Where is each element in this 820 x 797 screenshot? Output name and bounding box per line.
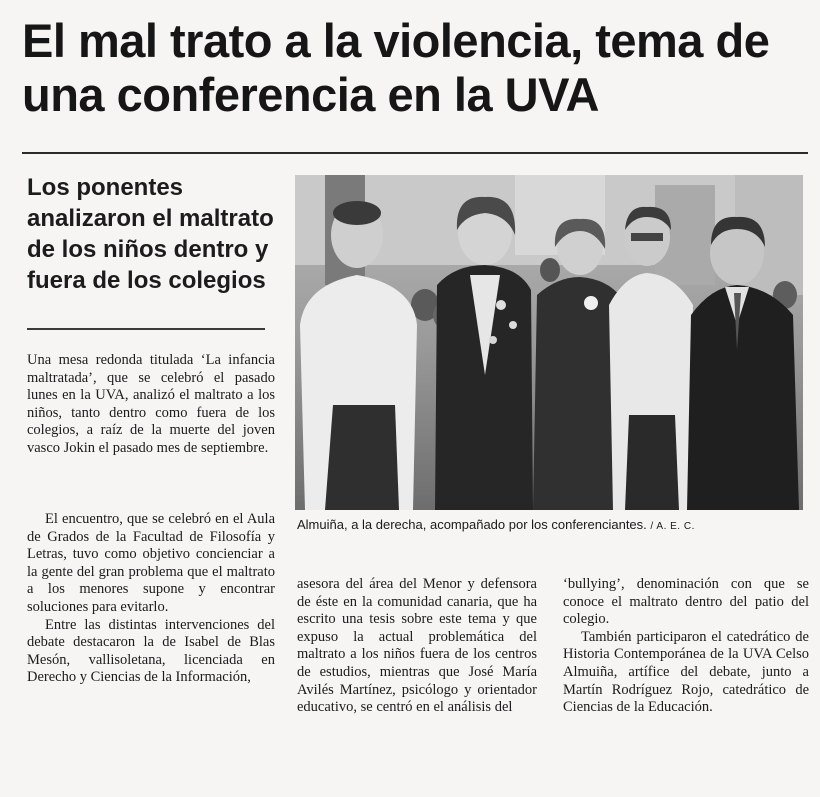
body-column-2 (297, 576, 537, 717)
subheadline: Los ponentes analizaron el maltrato de los niños dentro y fuera de los colegios (27, 174, 274, 294)
paragraph: asesora del área del Menor y defensora de éste en la comunidad canaria, que ha escrito una tesis sobre este tema y que expuso la actual problemática del maltrato a los niños fuera de los centros de estudios, mientras que José María Avilés Martínez, psicólogo y orientador educativo, se centró en el análisis del (297, 576, 537, 716)
photo-caption (297, 517, 807, 535)
body-column-1 (27, 511, 275, 687)
caption-text: Almuiña, a la derecha, acompañado por los conferenciantes. (297, 517, 647, 532)
paragraph: ‘bullying’, denominación con que se conoce el maltrato dentro del patio del colegio. (563, 576, 809, 628)
news-photo (295, 175, 803, 510)
headline: El mal trato a la violencia, tema de una conferencia en la UVA (22, 14, 770, 121)
paragraph: Una mesa redonda titulada ‘La infancia maltratada’, que se celebró el pasado lunes en la UVA, analizó el maltrato a los niños, tanto dentro como fuera de los colegios, a raíz de la muerte del joven vasco Jokin el pasado mes de septiembre. (27, 352, 275, 456)
photo-credit: / A. E. C. (650, 521, 695, 532)
paragraph: El encuentro, que se celebró en el Aula de Grados de la Facultad de Filosofía y Letras, tuvo como objetivo concienciar a la gente del gran problema que el maltrato a los menores supone y encontrar soluciones para evitarlo. (27, 511, 275, 615)
subheadline-rule (27, 328, 265, 330)
body-column-3 (563, 576, 809, 717)
body-column-1-top (27, 352, 275, 458)
paragraph: También participaron el catedrático de Historia Contemporánea de la UVA Celso Almuiña, artífice del debate, junto a Martín Rodríguez Rojo, catedrático de Ciencias de la Educación. (563, 628, 809, 716)
paragraph: Entre las distintas intervenciones del debate destacaron la de Isabel de Blas Mesón, vallisoletana, licenciada en Derecho y Ciencias de la Información, (27, 616, 275, 686)
headline-rule (22, 152, 808, 154)
